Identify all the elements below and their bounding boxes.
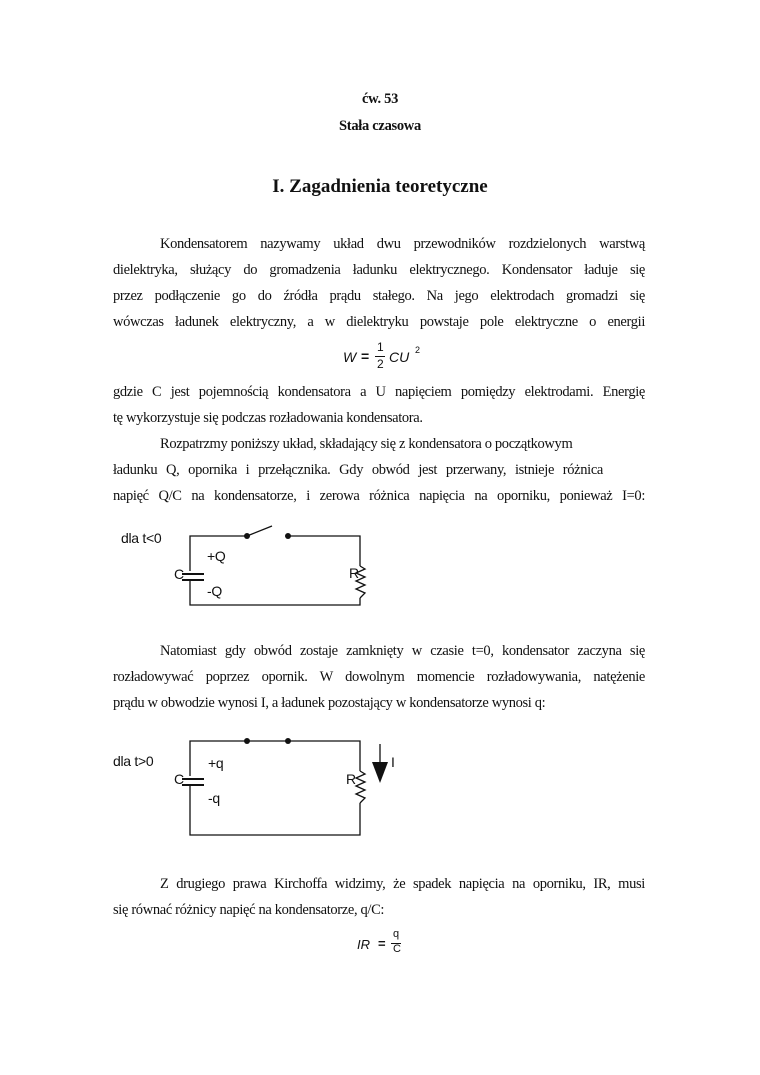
text-line: Rozpatrzmy poniższy układ, składający się z kondensatora o początkowym — [160, 436, 573, 452]
text-line: przez podłączenie go do źródła prądu stałego. Na jego elektrodach gromadzi się — [113, 288, 645, 304]
section-title: I. Zagadnienia teoretyczne — [272, 176, 488, 197]
text-line: wówczas ładunek elektryczny, a w dielektryku powstaje pole elektryczne o energii — [113, 314, 645, 330]
formula-numerator: q — [393, 928, 400, 940]
exercise-number: ćw. 53 — [361, 91, 399, 107]
formula-rhs: CU — [389, 349, 410, 365]
circuit2-minus-charge: -q — [208, 790, 220, 806]
text-line: tę wykorzystuje się podczas rozładowania kondensatora. — [113, 410, 423, 426]
text-line: prądu w obwodzie wynosi I, a ładunek pozostający w kondensatorze wynosi q: — [113, 695, 546, 711]
text-line: dielektryka, służący do gromadzenia ładunku elektrycznego. Kondensator ładuje się — [113, 262, 645, 278]
text-line: Kondensatorem nazywamy układ dwu przewodników rozdzielonych warstwą — [160, 236, 645, 252]
switch-contact — [244, 533, 250, 539]
formula-lhs: IR — [357, 937, 370, 952]
text-line: napięć Q/C na kondensatorze, i zerowa różnica napięcia na oporniku, ponieważ I=0: — [113, 488, 645, 504]
formula-equals: = — [378, 936, 386, 951]
current-arrow-icon — [372, 762, 388, 783]
text-line: ładunku Q, opornika i przełącznika. Gdy obwód jest przerwany, istnieje różnica — [113, 462, 603, 478]
formula-denominator: 2 — [377, 357, 384, 371]
document-subtitle: Stała czasowa — [339, 118, 421, 134]
text-line: gdzie C jest pojemnością kondensatora a U napięciem pomiędzy elektrodami. Energię — [113, 384, 645, 400]
circuit1-resistor-label: R — [349, 565, 359, 581]
current-label: I — [391, 754, 395, 770]
switch-contact — [285, 533, 291, 539]
formula-numerator: 1 — [377, 340, 384, 354]
text-line: się równać różnicy napięć na kondensatorze, q/C: — [113, 902, 385, 918]
circuit2-resistor-label: R — [346, 771, 356, 787]
circuit1-plus-charge: +Q — [207, 548, 226, 564]
formula-denominator: C — [393, 943, 401, 955]
text-line: Natomiast gdy obwód zostaje zamknięty w czasie t=0, kondensator zaczyna się — [160, 643, 645, 659]
text-line: rozładowywać poprzez opornik. W dowolnym momencie rozładowywania, natężenie — [113, 669, 645, 685]
circuit2-capacitor-label: C — [174, 771, 184, 787]
formula-lhs: W — [343, 349, 357, 365]
circuit2-plus-charge: +q — [208, 755, 224, 771]
circuit1-condition: dla t<0 — [121, 530, 162, 546]
text-line: Z drugiego prawa Kirchoffa widzimy, że spadek napięcia na oporniku, IR, musi — [160, 876, 645, 892]
circuit1-capacitor-label: C — [174, 566, 184, 582]
circuit1-minus-charge: -Q — [207, 583, 222, 599]
circuit2-condition: dla t>0 — [113, 753, 154, 769]
kirchhoff-formula — [357, 930, 417, 962]
formula-exponent: 2 — [415, 345, 421, 355]
formula-equals: = — [361, 348, 370, 364]
